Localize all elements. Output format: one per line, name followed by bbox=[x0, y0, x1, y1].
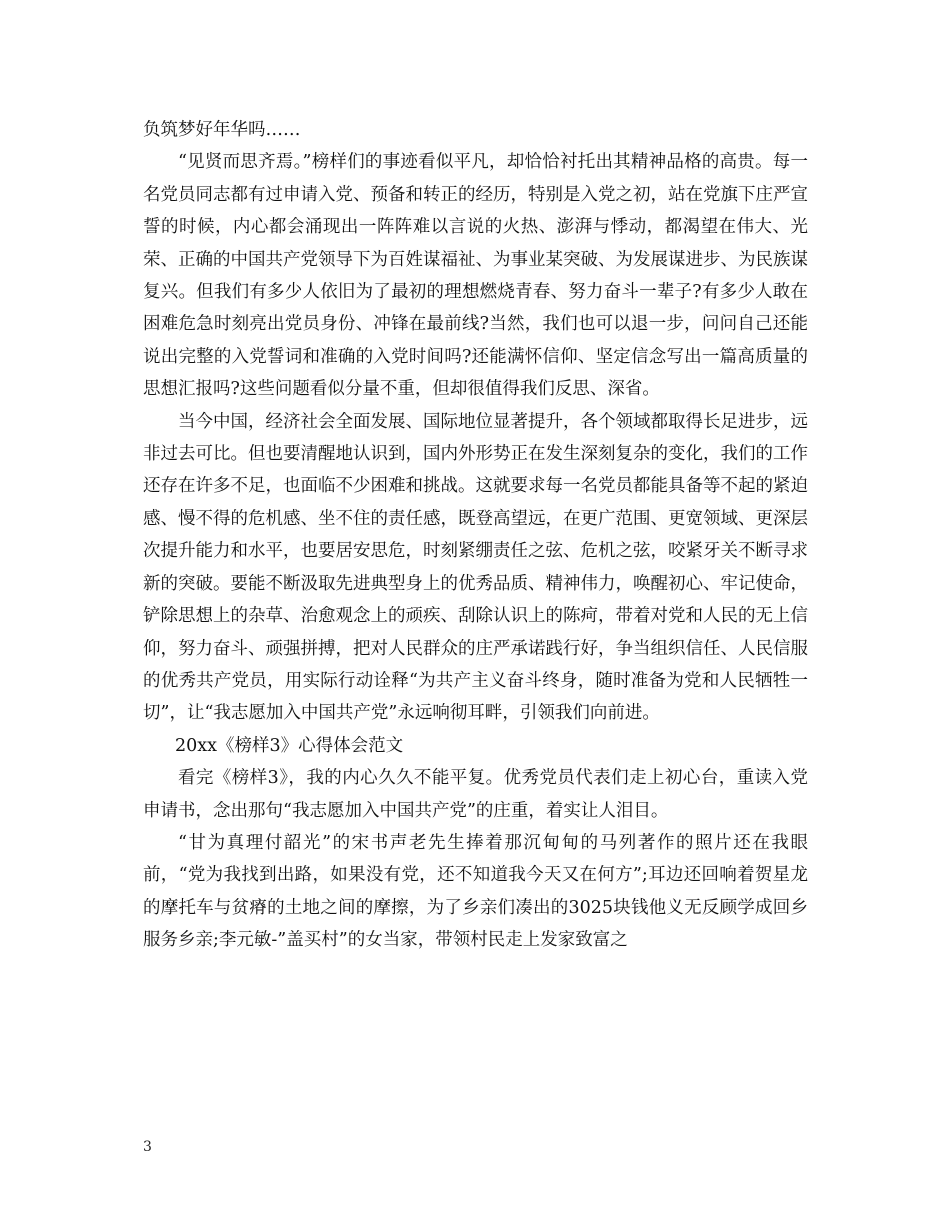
paragraph-contemporary-china: 当今中国，经济社会全面发展、国际地位显著提升，各个领域都取得长足进步，远非过去可比。但也要清醒地认识到，国内外形势正在发生深刻复杂的变化，我们的工作还存在许多不足，也面临不少困难和挑战。这就要求每一名党员都能具备等不起的紧迫感、慢不得的危机感、坐不住的责任感，既登高望远，在更广范围、更宽领域、更深层次提升能力和水平，也要居安思危，时刻紧绷责任之弦、危机之弦，咬紧牙关不断寻求新的突破。要能不断汲取先进典型身上的优秀品质、精神伟力，唤醒初心、牢记使命，铲除思想上的杂草、治愈观念上的顽疾、刮除认识上的陈疴，带着对党和人民的无上信仰，努力奋斗、顽强拼搏，把对人民群众的庄严承诺践行好，争当组织信任、人民信服的优秀共产党员，用实际行动诠释“为共产主义奋斗终身，随时准备为党和人民牺牲一切”，让“我志愿加入中国共产党”永远响彻耳畔，引领我们向前进。 bbox=[143, 411, 808, 724]
paragraph-examples: “甘为真理付韶光”的宋书声老先生捧着那沉甸甸的马列著作的照片还在我眼前，“党为我找到出路，如果没有党，还不知道我今天又在何方”;耳边还回响着贺星龙的摩托车与贫瘠的土地之间的摩擦，为了乡亲们凑出的3025块钱他义无反顾学成回乡服务乡亲;李元敏-”盖买村”的女当家，带领村民走上发家致富之 bbox=[143, 832, 808, 951]
paragraph-continuation: 负筑梦好年华吗…… bbox=[143, 120, 301, 140]
section-heading: 20xx《榜样3》心得体会范文 bbox=[175, 735, 404, 756]
document-body bbox=[143, 114, 808, 957]
page-number: 3 bbox=[143, 1139, 152, 1155]
paragraph-role-models: “见贤而思齐焉。”榜样们的事迹看似平凡，却恰恰衬托出其精神品格的高贵。每一名党员同志都有过申请入党、预备和转正的经历，特别是入党之初，站在党旗下庄严宣誓的时候，内心都会涌现出一阵阵难以言说的火热、澎湃与悸动，都渴望在伟大、光荣、正确的中国共产党领导下为百姓谋福祉、为事业某突破、为发展谋进步、为民族谋复兴。但我们有多少人依旧为了最初的理想燃烧青春、努力奋斗一辈子?有多少人敢在困难危急时刻亮出党员身份、冲锋在最前线?当然，我们也可以退一步，问问自己还能说出完整的入党誓词和准确的入党时间吗?还能满怀信仰、坚定信念写出一篇高质量的思想汇报吗?这些问题看似分量不重，但却很值得我们反思、深省。 bbox=[143, 152, 808, 400]
paragraph-after-watching: 看完《榜样3》，我的内心久久不能平复。优秀党员代表们走上初心台，重读入党申请书，念出那句“我志愿加入中国共产党”的庄重，着实让人泪目。 bbox=[143, 768, 808, 821]
